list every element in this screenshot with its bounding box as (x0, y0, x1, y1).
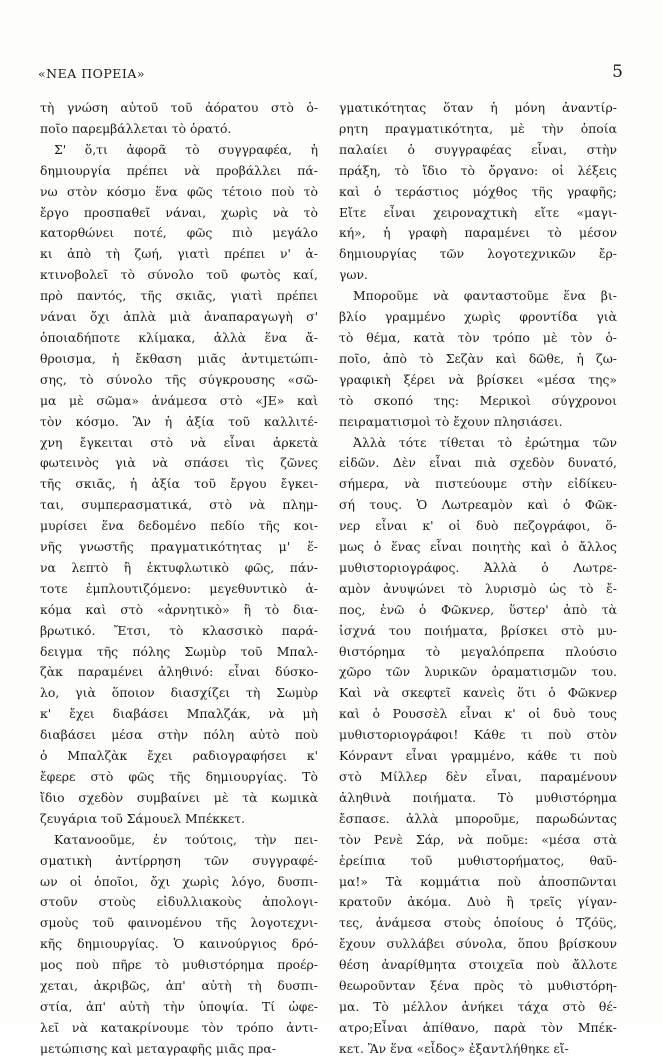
text-line: μετώπισης καὶ μεταγραφῆς μιᾶς πρα- (40, 1040, 276, 1056)
text-line: θιστόρημα τὸ μεγαλόπρεπα πλούσιο (339, 643, 617, 659)
text-line: σήμερα, νὰ πιστεύουμε στὴν εἰδίκευ- (339, 476, 617, 492)
text-line: λεῖ νὰ κατακρίνουμε τὸν τρόπο ἀντι- (40, 1019, 318, 1035)
text-line: κτινοβολεῖ τὸ σύνολο τοῦ φωτὸς καί, (40, 267, 318, 283)
text-line: κατορθώνει ποτέ, φῶς πιὸ μεγάλο (40, 225, 318, 241)
text-line: Καὶ νὰ σκεφτεῖ κανεὶς ὅτι ὁ Φῶκνερ (339, 685, 617, 701)
text-line: γων. (339, 267, 368, 283)
text-line: κετ. Ἂν ἕνα «εἶδος» ἐξαντλήθηκε εἴ- (339, 1040, 569, 1056)
text-line: τες, ἀνάμεσα στοὺς ὁποίους ὁ Τζόϋς, (339, 915, 617, 931)
text-line: δειγμα τῆς πόλης Σωμὺρ τοῦ Μπαλ- (40, 643, 318, 659)
text-line: στία, ἀπ' αὐτὴ τὴν ὑποψία. Τί ὠφε- (40, 998, 318, 1014)
text-line: ποῖο, ἀπὸ τὸ Σεζὰν καὶ δῶθε, ἡ ζω- (339, 350, 617, 366)
text-line: μυθιστοριογράφοι! Κάθε τι ποὺ στὸν (339, 727, 617, 743)
text-line: νερ εἶναι κ' οἱ δυὸ πεζογράφοι, ὅ- (339, 518, 617, 534)
text-line: χῶρο τῶν λυρικῶν ὁραματισμῶν του. (339, 664, 617, 680)
text-line: τῆς σκιᾶς, ἡ ἀξία τοῦ ἔργου ἔγκει- (40, 476, 318, 492)
text-line: θεωροῦνταν ξένα πρὸς τὸ μυθιστόρη- (339, 978, 617, 994)
text-line: εἰδῶν. Δὲν εἶναι πιὰ σχεδὸν δυνατό, (339, 455, 617, 471)
text-line: μυθιστοριογράφος. Ἀλλὰ ὁ Λωτρε- (339, 559, 617, 575)
text-line: χνη ἔγκειται στὸ νὰ εἶναι ἀρκετὰ (40, 434, 318, 450)
text-line: χεται, ἀκριβῶς, ἀπ' αὐτὴ τὴ δυσπι- (40, 978, 318, 994)
page-number: 5 (612, 62, 623, 82)
left-text-column (40, 98, 318, 1060)
right-text-column (339, 98, 617, 1060)
text-line: τὸ σκοπό της: Μερικοὶ σύγχρονοι (339, 392, 617, 408)
text-line: τὴ γνώση αὐτοῦ τοῦ ἀόρατου στὸ ὁ- (40, 100, 318, 115)
text-line: ἴδιο σχεδὸν συμβαίνει μὲ τὰ κωμικὰ (40, 789, 318, 805)
text-line: κόμα καὶ στὸ «ἀρνητικὸ» ἢ τὸ δια- (40, 601, 318, 617)
text-line: Ἀλλὰ τότε τίθεται τὸ ἐρώτημα τῶν (353, 434, 617, 450)
text-line: πρὸ παντός, τῆς σκιᾶς, γιατὶ πρέπει (40, 288, 318, 304)
text-line: τοτε ἐμπλουτιζόμενο: μεγεθυντικὸ ἀ- (40, 580, 318, 596)
text-line: Κατανοοῦμε, ἐν τούτοις, τὴν πει- (54, 831, 318, 847)
text-line: γραφικὴ ξέρει νὰ βρίσκει «μέσα της» (339, 371, 617, 387)
text-line: διαβάσει μέσα στὴν πόλη αὐτὸ ποὺ (40, 727, 318, 743)
text-line: Σ' ὅ,τι ἀφορᾶ τὸ συγγραφέα, ἡ (54, 141, 318, 157)
text-line: σή τους. Ὁ Λωτρεαμὸν καὶ ὁ Φῶκ- (339, 497, 617, 513)
text-line: ἔχουν συλλάβει σύνολα, ὅπου βρίσκουν (339, 936, 617, 952)
text-line: ἐρείπια τοῦ μυθιστορήματος, θαῦ- (339, 852, 617, 868)
text-line: καὶ ὁ Ρουσσὲλ εἶναι κ' οἱ δυὸ τους (339, 706, 617, 722)
text-line: τὸν κόσμο. Ἂν ἡ ἀξία τοῦ καλλιτέ- (40, 413, 318, 429)
text-line: βρωτικό. Ἔτσι, τὸ κλασσικὸ παρά- (40, 622, 318, 638)
text-line: ἔφερε στὸ φῶς τῆς δημιουργίας. Τὸ (40, 769, 318, 784)
text-line: πος, ἐνῶ ὁ Φῶκνερ, ὕστερ' ἀπὸ τὰ (339, 601, 617, 617)
text-line: ἀληθινὰ ποιήματα. Τὸ μυθιστόρημα (339, 789, 617, 805)
text-line: σματικὴ ἀντίρρηση τῶν συγγραφέ- (40, 852, 318, 868)
text-line: πράξη, τὸ ἴδιο τὸ ὄργανο: οἱ λέξεις (339, 162, 617, 178)
page-header (38, 62, 623, 90)
text-line: καὶ ὁ τεράστιος μόχθος τῆς γραφῆς; (339, 183, 617, 199)
text-line: σμοὺς τοῦ φαινομένου τῆς λογοτεχνι- (40, 915, 318, 931)
text-line: γματικότητας ὅταν ἡ μόνη ἀναντίρ- (339, 100, 617, 115)
text-line: να λεπτὸ ἢ ἐκτυφλωτικὸ φῶς, πάν- (40, 559, 318, 575)
text-line: κῆς δημιουργίας. Ὁ καινούργιος δρό- (40, 936, 318, 952)
text-line: λο, γιὰ ὅποιον διασχίζει τὴ Σωμὺρ (40, 685, 318, 701)
text-line: Κόνραντ εἶναι γραμμένο, κάθε τι ποὺ (339, 748, 617, 764)
text-line: ται, συμπερασματικά, στὸ νὰ πλημ- (40, 497, 318, 513)
text-line: παλαίει ὁ συγγραφέας εἶναι, στὴν (339, 141, 617, 157)
text-line: ἰσχνά του ποιήματα, βρίσκει στὸ μυ- (339, 622, 617, 638)
text-line: νω στὸν κόσμο ἕνα φῶς τέτοιο ποὺ τὸ (40, 183, 318, 199)
text-line: νῆς γνωστῆς πραγματικότητας μ' ἕ- (40, 539, 318, 555)
text-line: στὸ Μίλλερ δὲν εἶναι, παραμένουν (339, 769, 617, 784)
text-line: τὸν Ρενὲ Σάρ, νὰ ποῦμε: «μέσα στὰ (339, 831, 617, 847)
text-line: μυρίσει ἕνα δεδομένο πεδίο τῆς κοι- (40, 518, 318, 534)
text-line: κ' ἔχει διαβάσει Μπαλζάκ, νὰ μὴ (40, 706, 318, 722)
text-line: μα. Τὸ μέλλον ἀνήκει τάχα στὸ θέ- (339, 998, 617, 1014)
text-line: δημιουργίας τῶν λογοτεχνικῶν ἔρ- (339, 246, 617, 262)
text-line: ἔσπασε. ἀλλὰ μποροῦμε, παρωδώντας (339, 810, 617, 826)
text-line: νάναι ὄχι ἁπλὰ μιὰ ἀναπαραγωγὴ σ' (40, 309, 318, 325)
text-line: κή», ἡ γραφὴ παραμένει τὸ μέσον (339, 225, 617, 241)
text-line: δημιουργία πρέπει νὰ προβάλλει πά- (40, 162, 318, 178)
text-line: αμὸν ἀνυψώνει τὸ λυρισμὸ ὡς τὸ ἔ- (339, 580, 617, 596)
text-line: ὁποιαδήποτε κλίμακα, ἀλλὰ ἕνα ἄ- (40, 329, 318, 345)
text-line: θροισμα, ἡ ἔκθαση μιᾶς ἀντιμετώπι- (40, 350, 318, 366)
text-line: τὸ θέμα, κατὰ τὸν τρόπο μὲ τὸν ὁ- (339, 329, 617, 345)
text-line: στοῦν στοὺς εἰδυλλιακοὺς ἀπολογι- (40, 894, 318, 910)
text-line: ατρο;Εἶναι ἀπίθανο, παρὰ τὸν Μπέκ- (339, 1019, 617, 1035)
text-line: πειραματισμοὶ τὸ ἔχουν πλησιάσει. (339, 413, 563, 429)
text-line: ων οἱ ὁποῖοι, ὄχι χωρὶς λόγο, δυσπι- (40, 873, 318, 889)
running-head: «ΝΕΑ ΠΟΡΕΙΑ» (38, 66, 146, 81)
text-line: φωτεινὸς γιὰ νὰ σπάσει τὶς ζῶνες (40, 455, 318, 471)
text-line: ἔργο προσπαθεῖ νάναι, χωρὶς νὰ τὸ (40, 204, 318, 220)
text-line: Εἴτε εἶναι χειροναχτικὴ εἴτε «μαγι- (339, 204, 617, 220)
text-line: θέση ἀναρίθμητα στοιχεῖα ποὺ ἄλλοτε (339, 957, 617, 973)
text-line: κι ἀπὸ τὴ ζωή, γιατὶ πρέπει ν' ἀ- (40, 246, 318, 262)
text-line: ὁ Μπαλζὰκ ἔχει ραδιογραφήσει κ' (40, 748, 318, 764)
text-line: μως ὁ ἕνας εἶναι ποιητὴς καὶ ὁ ἄλλος (339, 539, 617, 555)
text-line: μα!» Τὰ κομμάτια ποὺ ἀποσπῶνται (339, 873, 617, 889)
text-line: Μποροῦμε νὰ φανταστοῦμε ἕνα βι- (353, 288, 617, 304)
text-line: σης, τὸ σύνολο τῆς σύγκρουσης «σῶ- (40, 371, 318, 387)
text-line: κρατοῦν ἀκόμα. Δυὸ ἢ τρεῖς γίγαν- (339, 894, 617, 910)
text-line: ζευγάρια τοῦ Σάμουελ Μπέκκετ. (40, 810, 246, 826)
text-line: ποῖο παρεμβάλλεται τὸ ὁρατό. (40, 120, 232, 136)
text-line: ρητη πραγματικότητα, μὲ τὴν ὁποία (339, 120, 617, 136)
text-line: βλίο γραμμένο χωρὶς φροντίδα γιὰ (339, 309, 617, 325)
text-line: μα μὲ σῶμα» ἀνάμεσα στὸ «JE» καὶ (40, 392, 318, 408)
text-line: μος ποὺ πῆρε τὸ μυθιστόρημα προέρ- (40, 957, 318, 973)
text-line: ζὰκ παραμένει ἀληθινό: εἶναι δύσκο- (40, 664, 318, 680)
